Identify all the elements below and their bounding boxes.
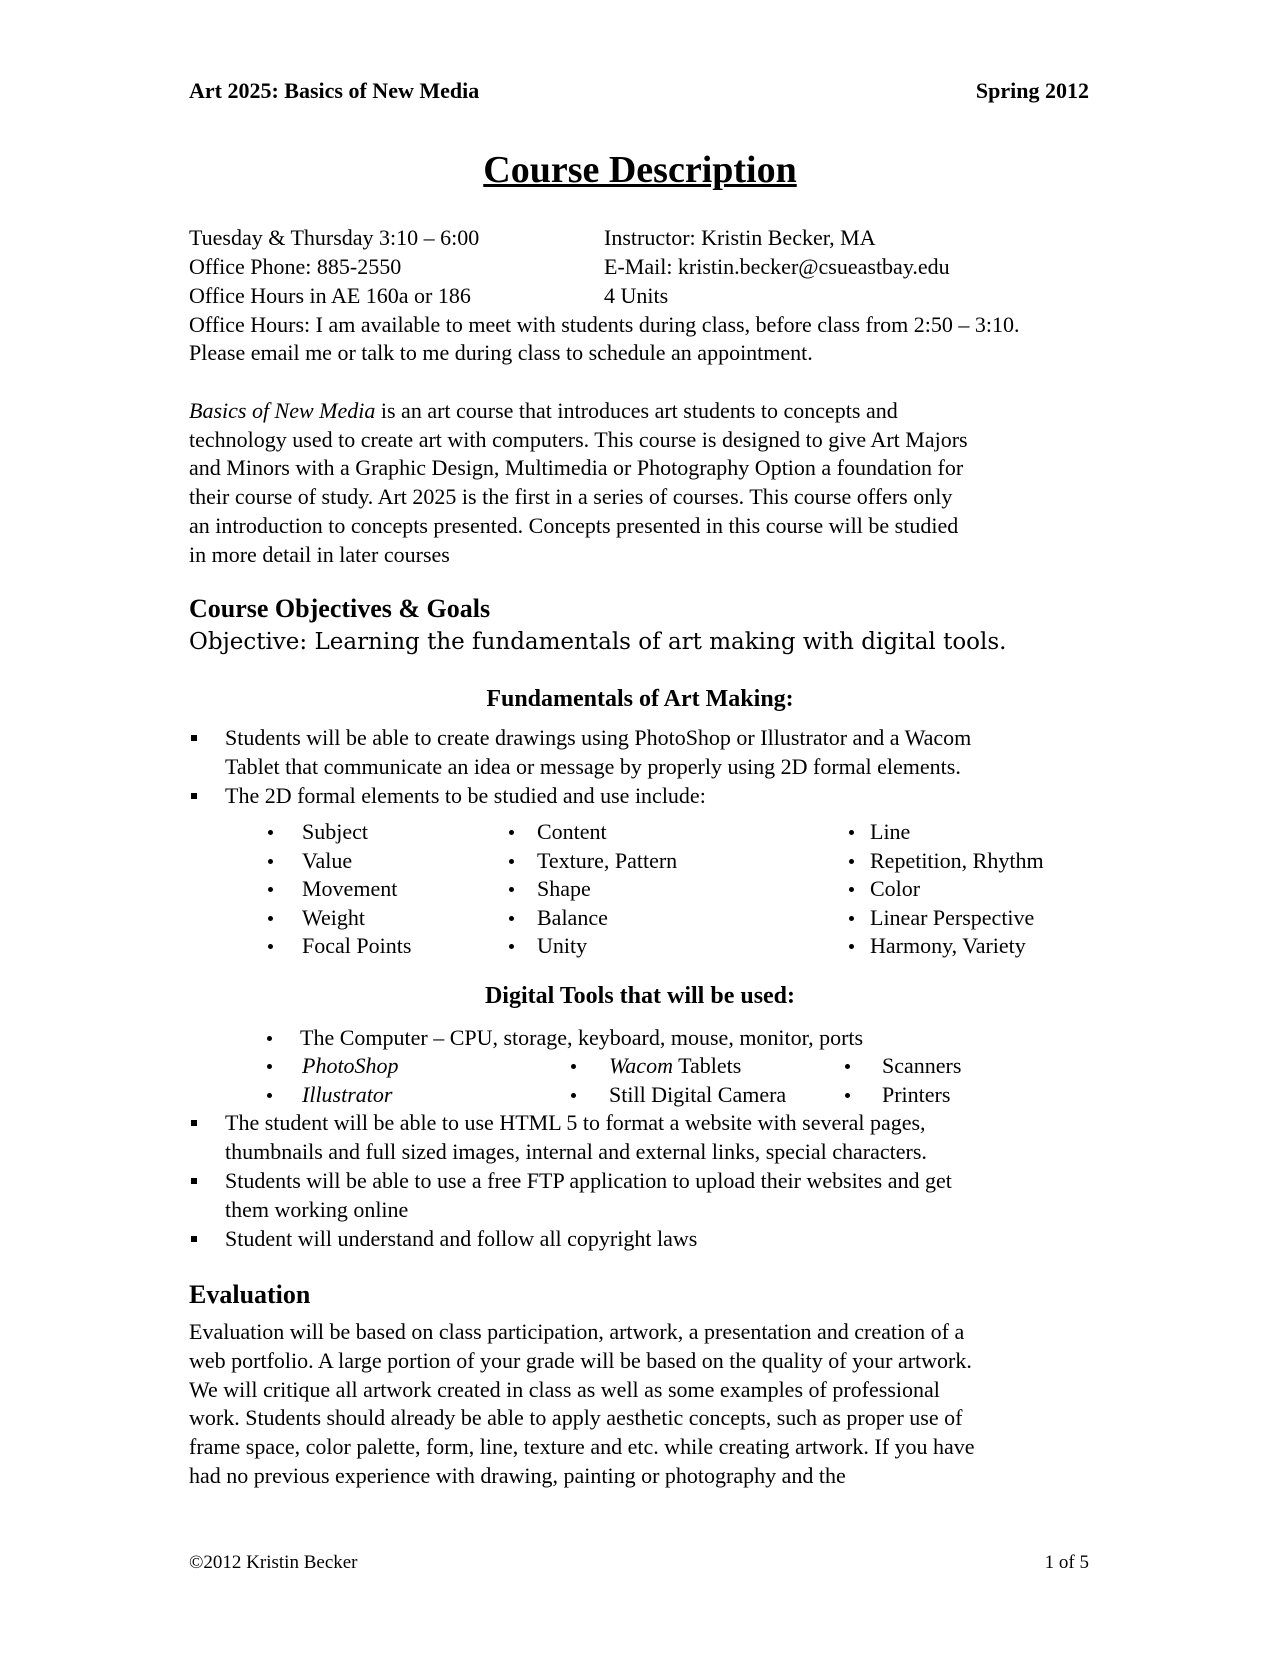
intro-line: their course of study. Art 2025 is the first in a series of courses. This course offers only <box>189 484 953 509</box>
bullet-dot-icon <box>849 887 854 892</box>
square-bullet-icon <box>191 1178 197 1184</box>
evaluation-line: web portfolio. A large portion of your grade will be based on the quality of your artwork. <box>189 1348 972 1373</box>
formal-element-item: Movement <box>302 876 398 901</box>
intro-text: is an art course that introduces art students to concepts and <box>375 398 898 423</box>
objective-bullet: Student will understand and follow all copyright laws <box>225 1226 698 1251</box>
evaluation-line: had no previous experience with drawing, painting or photography and the <box>189 1463 846 1488</box>
intro-line: technology used to create art with computers. This course is designed to give Art Majors <box>189 427 968 452</box>
evaluation-line: frame space, color palette, form, line, texture and etc. while creating artwork. If you have <box>189 1434 975 1459</box>
course-header: Art 2025: Basics of New Media <box>189 78 480 103</box>
bullet-dot-icon <box>509 859 514 864</box>
bullet-dot-icon <box>845 1093 850 1098</box>
bullet-dot-icon <box>509 887 514 892</box>
formal-element-item: Color <box>870 876 921 901</box>
objective-bullet-cont: Tablet that communicate an idea or message by properly using 2D formal elements. <box>225 754 961 779</box>
tool-item: Still Digital Camera <box>609 1082 787 1107</box>
formal-element-item: Value <box>302 847 353 873</box>
office-location: Office Hours in AE 160a or 186 <box>189 283 471 308</box>
tool-item <box>302 1052 399 1081</box>
evaluation-line: Evaluation will be based on class participation, artwork, a presentation and creation of a <box>189 1319 965 1344</box>
footer-copyright: ©2012 Kristin Becker <box>189 1552 358 1573</box>
formal-element-item: Line <box>870 819 911 844</box>
formal-element-item: Repetition, Rhythm <box>870 847 1044 873</box>
course-name-italic: Basics of New Media <box>189 398 376 423</box>
formal-element-item: Texture, Pattern <box>537 847 678 873</box>
objective-text: Objective: Learning the fundamentals of art making with digital tools. <box>189 629 1007 655</box>
square-bullet-icon <box>191 793 197 799</box>
formal-element-item: Unity <box>537 933 588 958</box>
objective-bullet-cont: thumbnails and full sized images, internal and external links, special characters. <box>225 1139 927 1164</box>
term-header: Spring 2012 <box>975 78 1089 103</box>
bullet-dot-icon <box>267 1093 272 1098</box>
bullet-dot-icon <box>509 944 514 949</box>
bullet-dot-icon <box>849 916 854 921</box>
bullet-dot-icon <box>571 1093 576 1098</box>
bullet-dot-icon <box>509 916 514 921</box>
formal-element-item: Balance <box>537 904 608 930</box>
bullet-dot-icon <box>268 830 273 835</box>
bullet-dot-icon <box>509 830 514 835</box>
page-number: 1 of 5 <box>1044 1552 1089 1573</box>
formal-element-item: Focal Points <box>302 933 412 958</box>
tool-illustrator: Illustrator <box>302 1082 393 1107</box>
objective-bullet: The 2D formal elements to be studied and use include: <box>225 783 706 808</box>
bullet-dot-icon <box>267 1064 272 1069</box>
formal-element-item: Shape <box>537 876 591 901</box>
bullet-dot-icon <box>849 859 854 864</box>
office-hours-line: Please email me or talk to me during class to schedule an appointment. <box>189 340 813 365</box>
evaluation-heading: Evaluation <box>189 1280 311 1309</box>
objectives-heading: Course Objectives & Goals <box>189 594 491 623</box>
objective-bullet: Students will be able to create drawings using PhotoShop or Illustrator and a Wacom <box>225 725 972 750</box>
tool-wacom: Wacom <box>609 1053 673 1078</box>
bullet-dot-icon <box>571 1064 576 1069</box>
bullet-dot-icon <box>849 830 854 835</box>
formal-element-item: Harmony, Variety <box>870 933 1026 958</box>
instructor: Instructor: Kristin Becker, MA <box>604 225 876 250</box>
bullet-dot-icon <box>268 859 273 864</box>
formal-element-item: Linear Perspective <box>870 904 1035 930</box>
tool-item <box>302 1081 392 1110</box>
bullet-dot-icon <box>845 1064 850 1069</box>
tools-heading: Digital Tools that will be used: <box>484 983 796 1009</box>
schedule: Tuesday & Thursday 3:10 – 6:00 <box>189 225 480 250</box>
formal-element-item: Weight <box>302 904 365 930</box>
fundamentals-heading: Fundamentals of Art Making: <box>486 686 794 712</box>
bullet-dot-icon <box>268 916 273 921</box>
office-phone: Office Phone: 885-2550 <box>189 254 402 279</box>
tool-item: Scanners <box>882 1053 962 1078</box>
units: 4 Units <box>604 283 669 308</box>
tool-wacom-rest: Tablets <box>672 1053 742 1078</box>
objective-bullet: The student will be able to use HTML 5 to format a website with several pages, <box>225 1110 926 1135</box>
intro-line: in more detail in later courses <box>189 542 450 567</box>
bullet-dot-icon <box>267 1036 272 1041</box>
office-hours-line: Office Hours: I am available to meet with students during class, before class from 2:50 – 3:10. <box>189 312 1020 337</box>
email: E-Mail: kristin.becker@csueastbay.edu <box>604 254 950 279</box>
square-bullet-icon <box>191 1236 197 1242</box>
bullet-dot-icon <box>268 944 273 949</box>
square-bullet-icon <box>191 1120 197 1126</box>
objective-bullet-cont: them working online <box>225 1197 409 1222</box>
page-title: Course Description <box>483 149 797 191</box>
objective-bullet: Students will be able to use a free FTP application to upload their websites and get <box>225 1168 952 1193</box>
square-bullet-icon <box>191 735 197 741</box>
tool-item: Printers <box>882 1082 951 1107</box>
formal-element-item: Subject <box>302 819 368 844</box>
bullet-dot-icon <box>849 944 854 949</box>
intro-line: and Minors with a Graphic Design, Multimedia or Photography Option a foundation for <box>189 455 964 480</box>
tool-item <box>609 1052 741 1081</box>
intro-line: an introduction to concepts presented. Concepts presented in this course will be studied <box>189 513 959 538</box>
bullet-dot-icon <box>268 887 273 892</box>
evaluation-line: work. Students should already be able to apply aesthetic concepts, such as proper use of <box>189 1405 963 1430</box>
evaluation-line: We will critique all artwork created in class as well as some examples of professional <box>189 1377 940 1402</box>
tool-photoshop: PhotoShop <box>302 1053 399 1078</box>
formal-element-item: Content <box>537 819 607 844</box>
tool-item: The Computer – CPU, storage, keyboard, mouse, monitor, ports <box>300 1025 864 1050</box>
intro-line <box>189 397 898 426</box>
